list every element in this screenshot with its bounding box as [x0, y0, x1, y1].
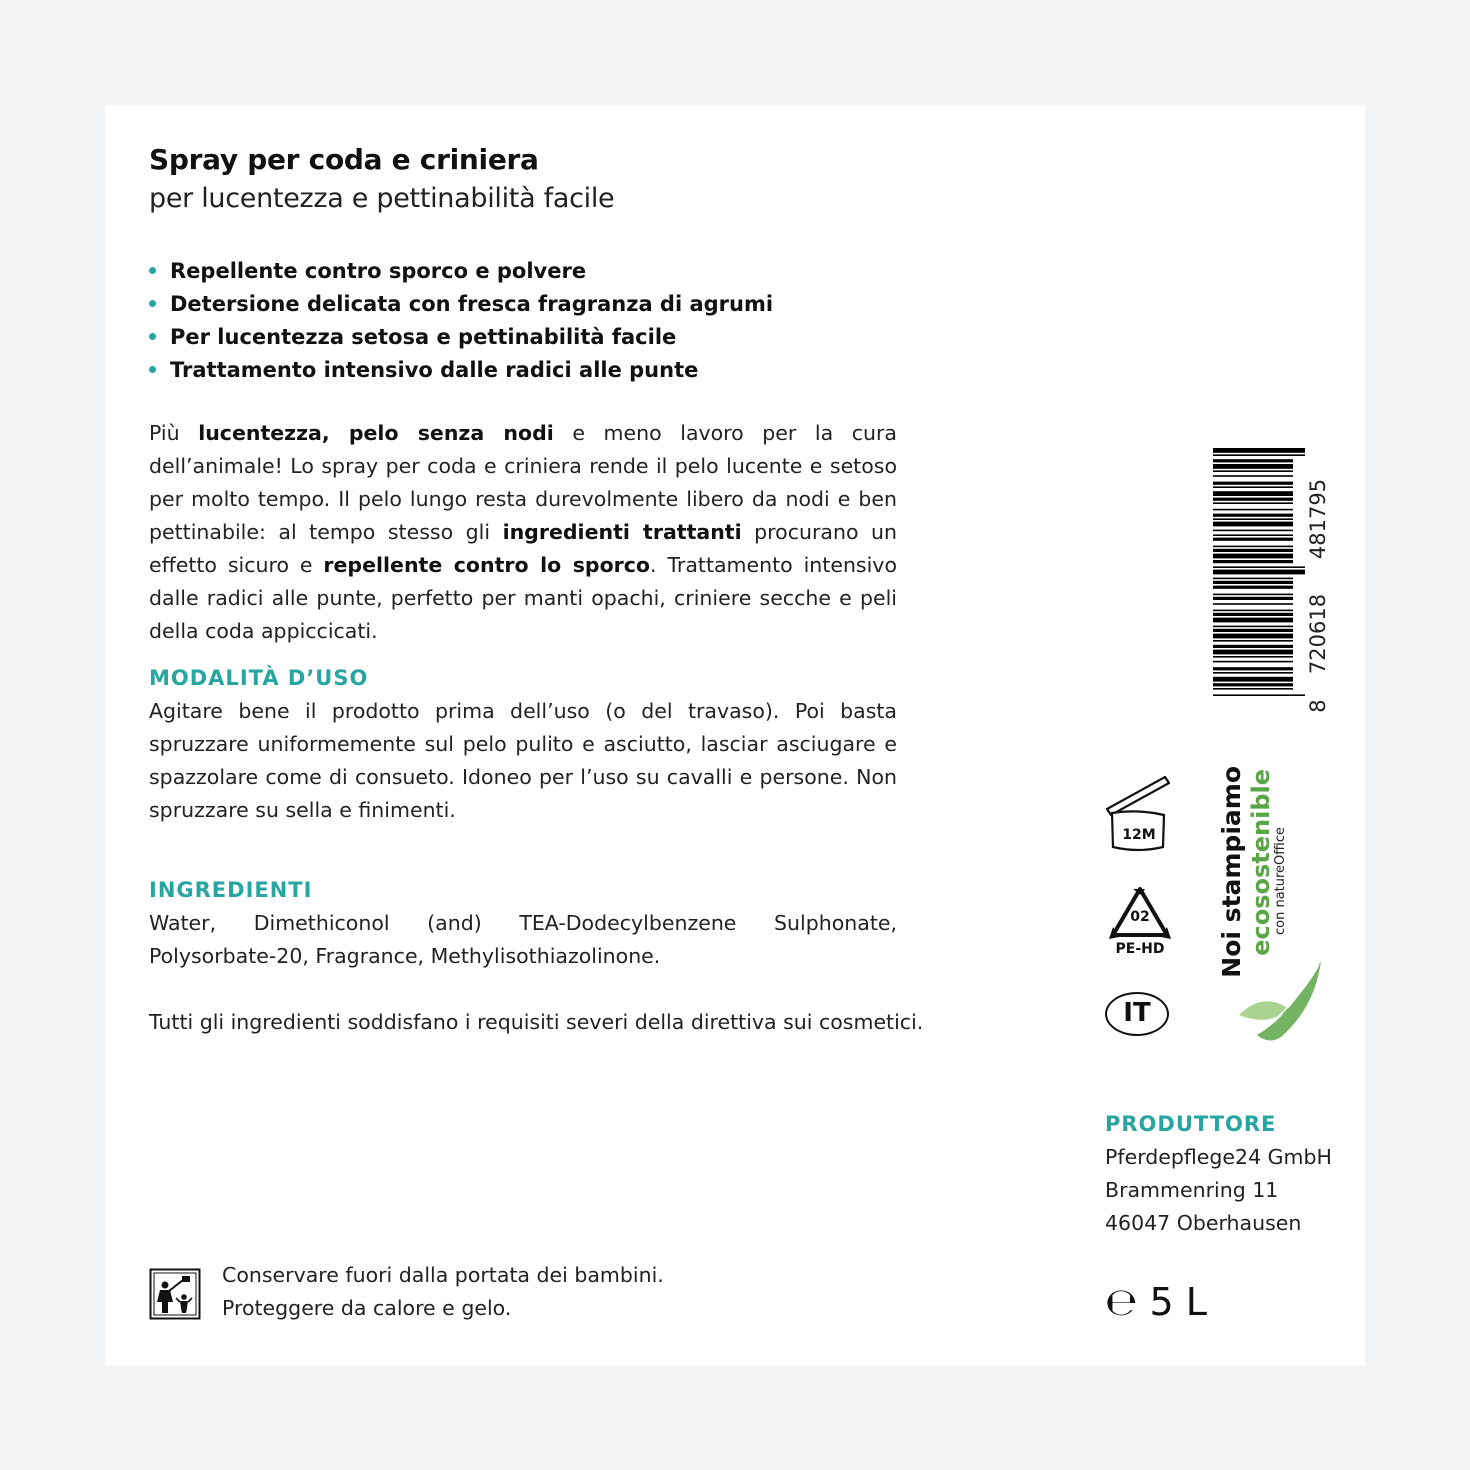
recycle-material: PE-HD	[1115, 941, 1165, 957]
producer-city: 46047 Oberhausen	[1105, 1211, 1302, 1235]
barcode-first-digit: 8	[1306, 699, 1330, 713]
barcode-digits	[1306, 448, 1330, 718]
barcode-bar	[1213, 448, 1305, 453]
barcode-bars	[1213, 448, 1305, 698]
barcode-bar	[1213, 498, 1293, 501]
barcode-bar	[1213, 470, 1293, 472]
benefit-item: Trattamento intensivo dalle radici alle punte	[149, 354, 773, 387]
storage-line-2: Proteggere da calore e gelo.	[222, 1296, 512, 1320]
barcode-bar	[1213, 645, 1293, 648]
barcode-bar	[1213, 613, 1293, 616]
barcode-bar	[1213, 502, 1293, 504]
bullet-dot-icon	[149, 333, 156, 340]
benefit-item: Per lucentezza setosa e pettinabilità facile	[149, 321, 773, 354]
eco-print-mark	[1215, 766, 1325, 1045]
barcode-bar	[1213, 677, 1293, 682]
barcode-bar	[1213, 626, 1293, 628]
barcode-bar	[1213, 672, 1293, 674]
barcode-bar	[1213, 570, 1305, 575]
pao-label: 12M	[1122, 827, 1156, 843]
barcode-bar	[1213, 688, 1293, 690]
barcode-bar	[1213, 629, 1293, 632]
barcode-bar	[1213, 459, 1293, 462]
recycle-code: 02	[1130, 909, 1150, 925]
barcode-bar	[1213, 667, 1293, 670]
barcode-bar	[1213, 534, 1293, 536]
barcode-bar	[1213, 514, 1293, 517]
product-description: Più lucentezza, pelo senza nodi e meno lavoro per la cura dell’animale! Lo spray per coda e criniera rende il pelo lucente e setoso per molto tempo. Il pelo lungo resta durevolmente libero da nodi e ben pettinabile: al tempo stesso gli ingredienti trattanti procurano un effetto sicuro e repellente contro lo sporco. Trattamento intensivo dalle radici alle punte, perfetto per manti opachi, criniere secche e peli della coda appiccicati.	[149, 421, 897, 643]
barcode-bar	[1213, 594, 1293, 596]
barcode-bar	[1213, 610, 1293, 612]
producer-street: Brammenring 11	[1105, 1178, 1279, 1202]
recycle-triangle-icon	[1105, 885, 1175, 960]
barcode-bar	[1213, 454, 1305, 456]
bullet-dot-icon	[149, 267, 156, 274]
barcode-bar	[1213, 554, 1293, 559]
bullet-dot-icon	[149, 300, 156, 307]
product-title: Spray per coda e criniera	[149, 143, 539, 176]
barcode-bar	[1213, 486, 1293, 488]
usage-text: Agitare bene il prodotto prima dell’uso (o del travaso). Poi basta spruzzare uniformemente sul pelo pulito e asciutto, lasciar asciugare e spazzolare come di consueto. Idoneo per l’uso su cavalli e persone. Non spruzzare su sella e finimenti.	[149, 699, 897, 822]
barcode-group-2: 481795	[1306, 478, 1330, 560]
producer-heading: PRODUTTORE	[1105, 1112, 1277, 1136]
usage-heading: MODALITÀ D’USO	[149, 666, 369, 690]
product-subtitle: per lucentezza e pettinabilità facile	[149, 183, 615, 214]
benefit-item: Detersione delicata con fresca fragranza di agrumi	[149, 288, 773, 321]
barcode-bar	[1213, 618, 1293, 623]
barcode-bar	[1213, 566, 1305, 568]
barcode	[1213, 448, 1330, 718]
eco-line-1: Noi stampiamo	[1217, 766, 1246, 978]
barcode-bar	[1213, 586, 1293, 589]
barcode-bar	[1213, 656, 1293, 658]
ingredients-note: Tutti gli ingredienti soddisfano i requisiti severi della direttiva sui cosmetici.	[149, 1010, 924, 1034]
barcode-bar	[1213, 475, 1293, 477]
barcode-bar	[1213, 491, 1293, 496]
barcode-bar	[1213, 549, 1293, 552]
barcode-bar	[1213, 518, 1293, 520]
barcode-bar	[1213, 581, 1293, 584]
keep-away-from-children-icon	[149, 1268, 201, 1320]
benefit-item: Repellente contro sporco e polvere	[149, 255, 773, 288]
eco-line-3: con natureOffice	[1273, 826, 1288, 936]
volume-mark: ℮ 5 L	[1105, 1280, 1207, 1324]
barcode-bar	[1213, 560, 1293, 563]
barcode-bar	[1213, 694, 1305, 696]
product-label	[105, 105, 1365, 1365]
barcode-bar	[1213, 597, 1293, 600]
barcode-bar	[1213, 634, 1293, 639]
leaf-icon	[1229, 957, 1321, 1047]
ingredients-heading: INGREDIENTI	[149, 878, 313, 902]
barcode-bar	[1213, 683, 1293, 686]
barcode-bar	[1213, 640, 1293, 642]
barcode-bar	[1213, 522, 1293, 527]
barcode-bar	[1213, 661, 1293, 663]
ingredients-text: Water, Dimethiconol (and) TEA-Dodecylbenzene Sulphonate, Polysorbate-20, Fragrance, Methylisothiazolinone.	[149, 911, 897, 968]
barcode-bar	[1213, 482, 1293, 485]
barcode-bar	[1213, 509, 1293, 511]
barcode-bar	[1213, 464, 1293, 469]
benefit-list	[149, 255, 773, 387]
open-jar-icon	[1103, 773, 1173, 853]
barcode-group-1: 720618	[1306, 593, 1330, 675]
barcode-bar	[1213, 578, 1293, 580]
barcode-bar	[1213, 603, 1293, 605]
bullet-dot-icon	[149, 366, 156, 373]
barcode-bar	[1213, 538, 1293, 541]
country-badge: IT	[1105, 992, 1169, 1036]
storage-line-1: Conservare fuori dalla portata dei bambini.	[222, 1263, 664, 1287]
barcode-bar	[1213, 530, 1293, 532]
producer-name: Pferdepflege24 GmbH	[1105, 1145, 1332, 1169]
barcode-bar	[1213, 650, 1293, 655]
eco-line-2: ecosostenible	[1247, 769, 1275, 956]
barcode-bar	[1213, 546, 1293, 548]
